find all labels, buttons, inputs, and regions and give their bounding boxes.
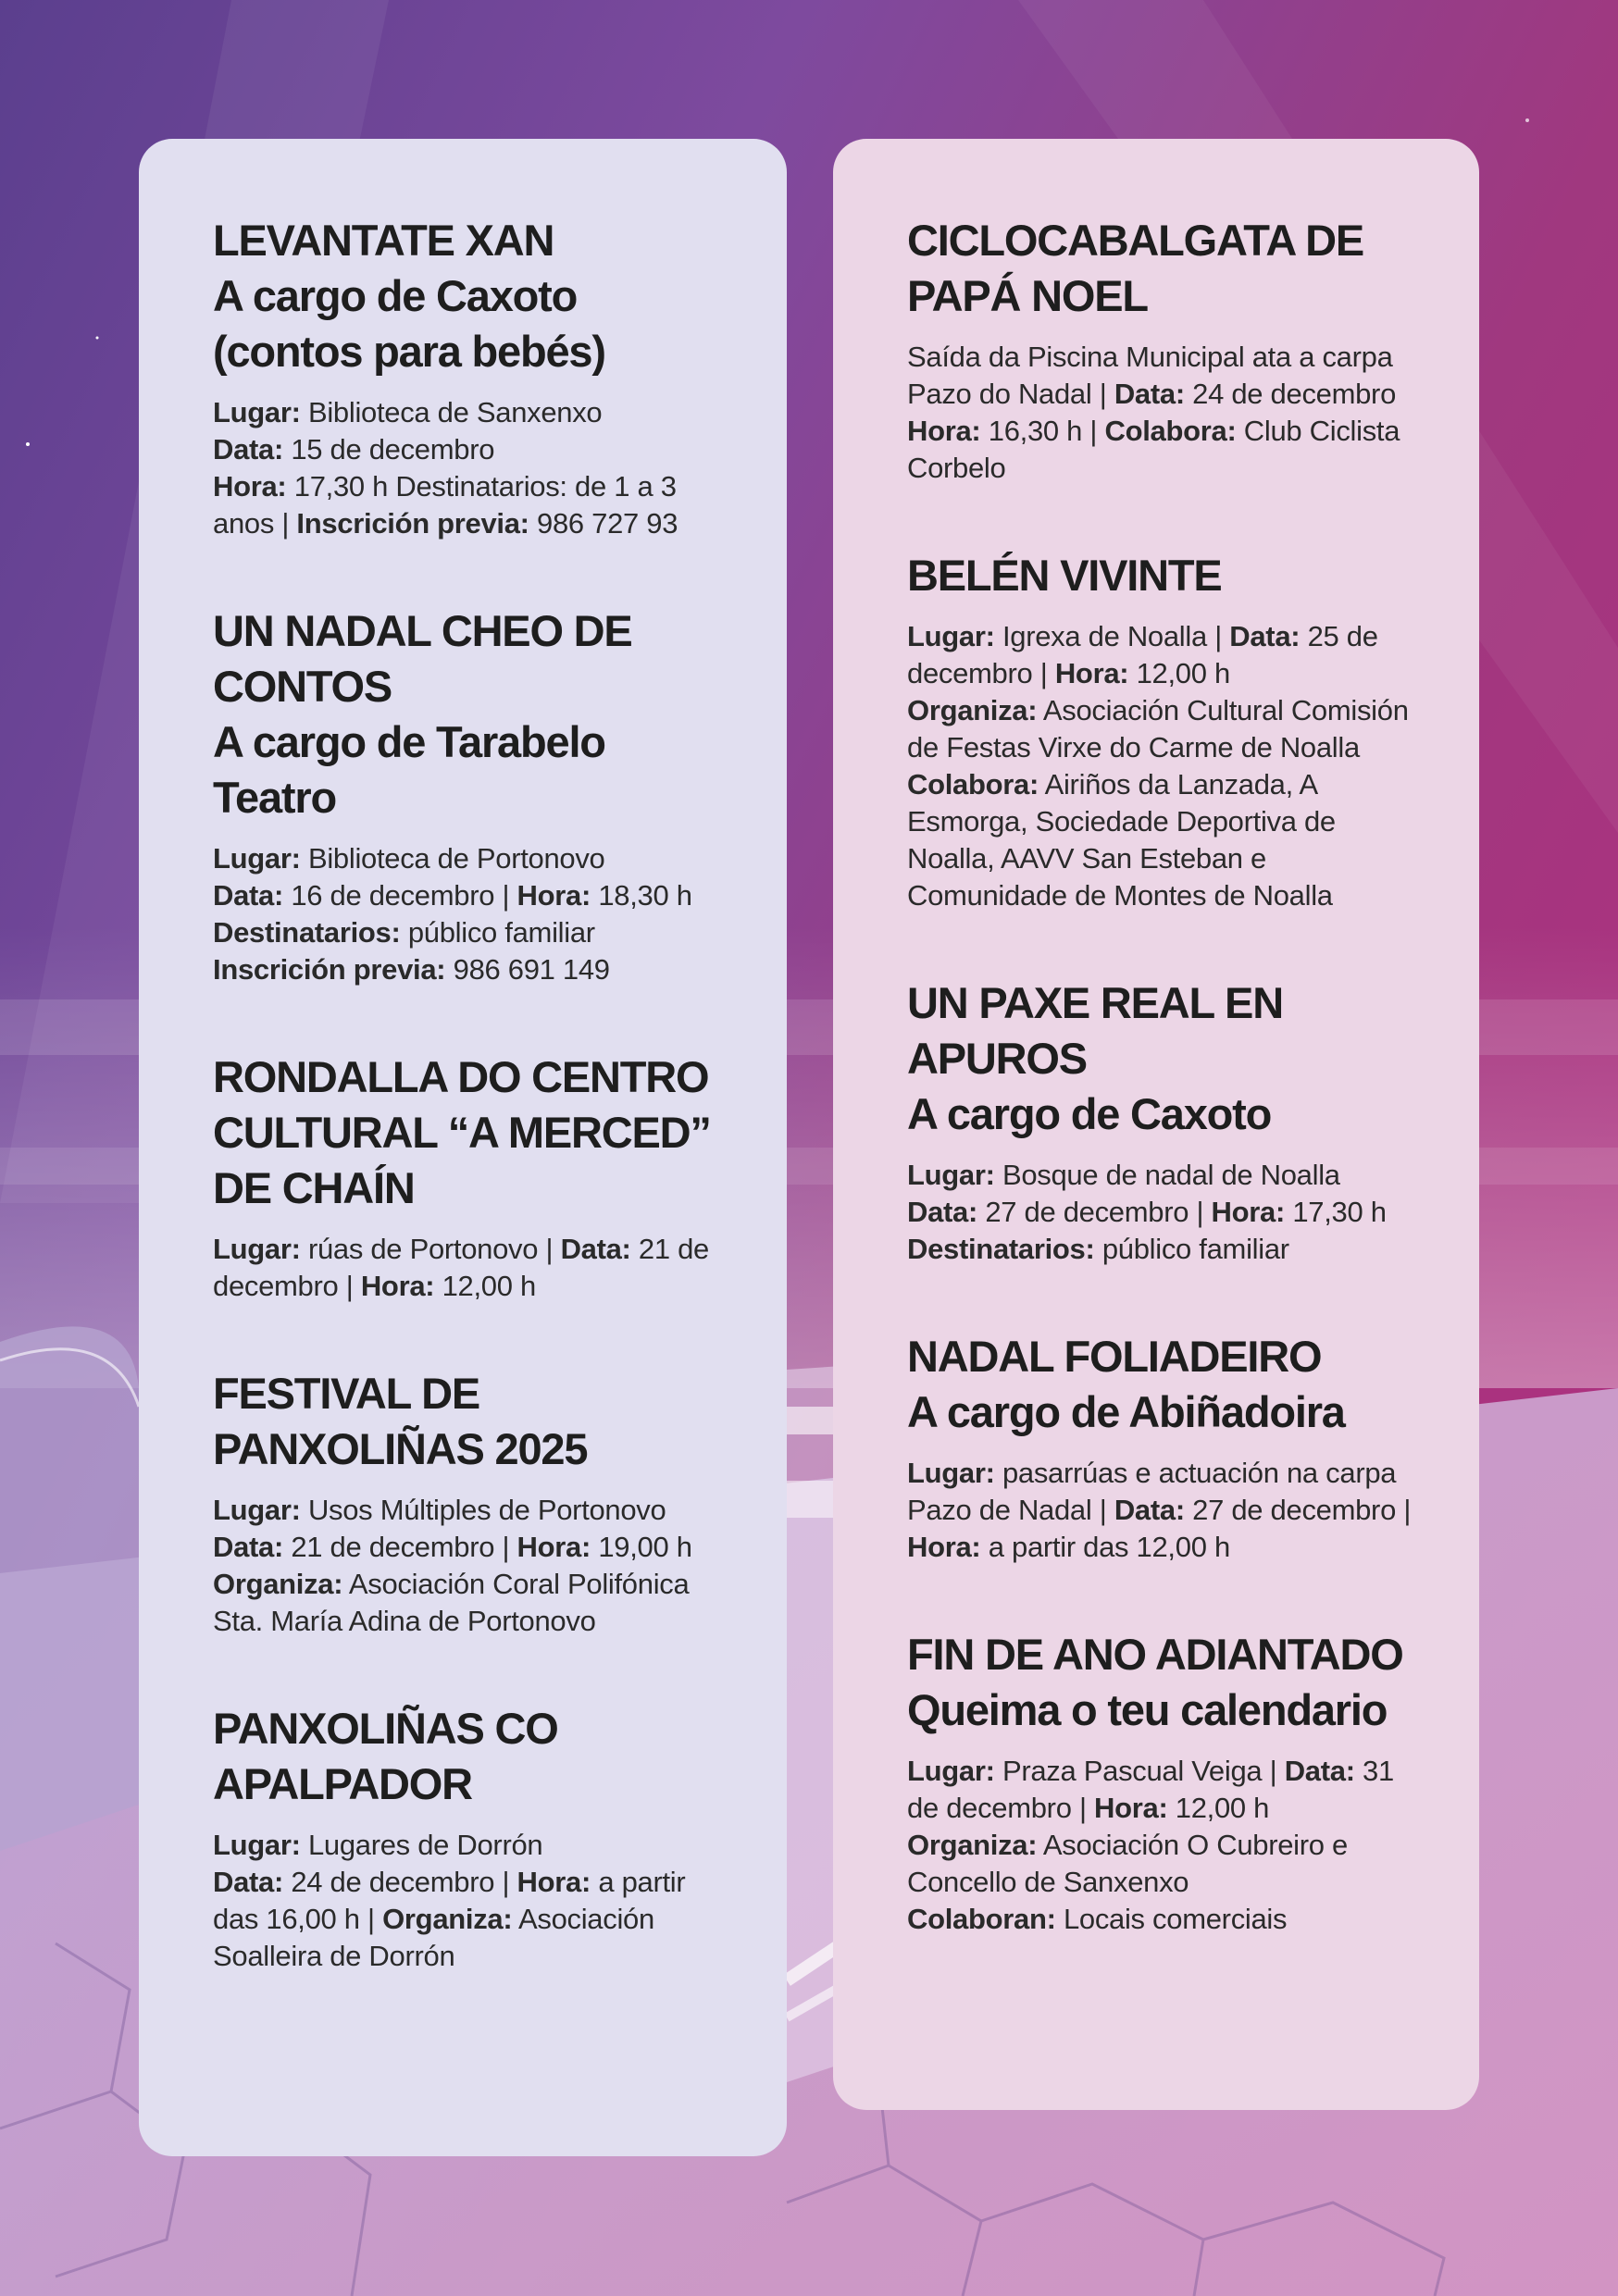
detail-value: Airiños da Lanzada, A Esmorga, Sociedade Deportiva de Noalla, AAVV San Esteban e Comunidade de Montes de Noalla	[907, 768, 1336, 912]
event-title: UN PAXE REAL EN APUROS	[907, 978, 1283, 1083]
detail-line	[213, 877, 731, 914]
detail-line	[213, 394, 731, 431]
detail-label: Lugar:	[907, 1755, 995, 1787]
detail-value: Biblioteca de Sanxenxo	[300, 396, 603, 428]
detail-value: 12,00 h	[1128, 657, 1230, 689]
detail-value: Praza Pascual Veiga |	[994, 1755, 1285, 1787]
detail-label: Organiza:	[213, 1568, 343, 1600]
detail-label: Lugar:	[907, 620, 995, 652]
detail-label: Lugar:	[213, 1494, 301, 1526]
event-title: LEVANTATE XAN	[213, 216, 554, 265]
detail-value: Asociación Cultural Comisión de Festas Virxe do Carme de Noalla	[907, 694, 1409, 763]
detail-value: 24 de decembro |	[283, 1866, 517, 1898]
event-details	[213, 394, 731, 542]
detail-line	[213, 468, 731, 542]
detail-label: Lugar:	[213, 1233, 301, 1265]
detail-line	[907, 1753, 1424, 1827]
event-details	[907, 1455, 1424, 1566]
detail-line	[907, 1157, 1424, 1194]
detail-label: Hora:	[1211, 1196, 1285, 1228]
detail-value: 986 727 93	[529, 507, 678, 540]
detail-label: Colabora:	[907, 768, 1039, 800]
detail-value: 18,30 h	[591, 879, 692, 912]
detail-line	[213, 431, 731, 468]
detail-value: 986 691 149	[445, 953, 610, 986]
event-details	[907, 339, 1424, 487]
event-item	[213, 603, 731, 988]
detail-line	[907, 766, 1424, 914]
event-title: NADAL FOLIADEIRO	[907, 1332, 1322, 1381]
detail-line	[907, 1827, 1424, 1901]
detail-label: Hora:	[907, 1531, 981, 1563]
detail-label: Data:	[1229, 620, 1301, 652]
event-item	[907, 1627, 1424, 1938]
event-item	[907, 213, 1424, 487]
detail-line	[213, 1827, 731, 1864]
events-card-left	[139, 139, 787, 2156]
detail-label: Lugar:	[907, 1159, 995, 1191]
detail-label: Inscrición previa:	[213, 953, 446, 986]
detail-value: 27 de decembro |	[977, 1196, 1212, 1228]
detail-value: Biblioteca de Portonovo	[300, 842, 605, 875]
event-title: PANXOLIÑAS CO APALPADOR	[213, 1704, 558, 1808]
detail-label: Organiza:	[907, 694, 1038, 726]
event-item	[213, 1366, 731, 1640]
event-item	[907, 975, 1424, 1268]
event-details	[213, 1492, 731, 1640]
event-details	[907, 1753, 1424, 1938]
detail-label: Organiza:	[907, 1829, 1038, 1861]
detail-line	[907, 1194, 1424, 1268]
event-item	[907, 548, 1424, 914]
detail-value: 17,30 h	[1285, 1196, 1387, 1228]
detail-label: Data:	[213, 1866, 284, 1898]
detail-line	[907, 618, 1424, 692]
detail-label: Hora:	[1054, 657, 1129, 689]
detail-value: 12,00 h	[1167, 1792, 1270, 1824]
detail-line	[213, 914, 731, 951]
detail-value: a partir das 16,00 h |	[213, 1866, 686, 1935]
detail-label: Data:	[213, 1531, 284, 1563]
detail-label: Data:	[560, 1233, 631, 1265]
event-details	[213, 1231, 731, 1305]
event-title: RONDALLA DO CENTRO CULTURAL “A MERCED” DE CHAÍN	[213, 1052, 711, 1212]
detail-line	[213, 1231, 731, 1305]
detail-label: Data:	[213, 433, 284, 465]
event-details	[907, 1157, 1424, 1268]
event-title: FIN DE ANO ADIANTADO	[907, 1630, 1403, 1679]
detail-label: Hora:	[1094, 1792, 1168, 1824]
detail-value: Asociación O Cubreiro e Concello de Sanxenxo	[907, 1829, 1348, 1898]
detail-label: Organiza:	[382, 1903, 513, 1935]
detail-label: Hora:	[360, 1270, 435, 1302]
detail-label: Colaboran:	[907, 1903, 1056, 1935]
detail-value: 16,30 h |	[980, 415, 1105, 447]
detail-value: Asociación Coral Polifónica Sta. María Adina de Portonovo	[213, 1568, 690, 1637]
detail-value: rúas de Portonovo |	[300, 1233, 561, 1265]
detail-value: público familiar	[1094, 1233, 1289, 1265]
events-card-right	[833, 139, 1479, 2110]
detail-line	[213, 1864, 731, 1975]
detail-label: Data:	[1114, 1494, 1185, 1526]
detail-label: Colabora:	[1104, 415, 1237, 447]
event-subtitle: A cargo de Tarabelo Teatro	[213, 717, 605, 822]
event-title: FESTIVAL DE PANXOLIÑAS 2025	[213, 1369, 588, 1473]
detail-line	[907, 339, 1424, 487]
detail-line	[213, 1566, 731, 1640]
detail-value: 21 de decembro |	[283, 1531, 517, 1563]
detail-label: Lugar:	[907, 1457, 995, 1489]
detail-value: 21 de decembro |	[213, 1233, 709, 1302]
detail-label: Inscrición previa:	[296, 507, 529, 540]
detail-value: 16 de decembro |	[283, 879, 517, 912]
detail-value: 31 de decembro |	[907, 1755, 1394, 1824]
detail-value: 12,00 h	[434, 1270, 536, 1302]
detail-value: Saída da Piscina Municipal ata a carpa Pazo do Nadal |	[907, 341, 1393, 410]
detail-value: 24 de decembro	[1184, 378, 1397, 410]
event-item	[213, 1701, 731, 1975]
detail-label: Hora:	[213, 470, 287, 503]
detail-label: Data:	[907, 1196, 978, 1228]
detail-value: Bosque de nadal de Noalla	[994, 1159, 1340, 1191]
event-item	[213, 213, 731, 542]
detail-value: Igrexa de Noalla |	[994, 620, 1230, 652]
detail-value: Locais comerciais	[1055, 1903, 1288, 1935]
detail-value: Usos Múltiples de Portonovo	[300, 1494, 666, 1526]
detail-value: Club Ciclista Corbelo	[907, 415, 1400, 484]
detail-label: Hora:	[517, 879, 591, 912]
detail-line	[907, 1455, 1424, 1566]
detail-value: 17,30 h Destinatarios: de 1 a 3 anos |	[213, 470, 677, 540]
detail-value: Lugares de Dorrón	[300, 1829, 543, 1861]
detail-line	[213, 840, 731, 877]
detail-value: público familiar	[400, 916, 595, 949]
event-subtitle: A cargo de Abiñadoira	[907, 1387, 1345, 1436]
detail-value: 27 de decembro |	[1184, 1494, 1412, 1526]
detail-value: pasarrúas e actuación na carpa Pazo de Nadal |	[907, 1457, 1397, 1526]
detail-label: Lugar:	[213, 842, 301, 875]
detail-label: Data:	[213, 879, 284, 912]
detail-label: Data:	[1284, 1755, 1355, 1787]
detail-line	[907, 692, 1424, 766]
detail-value: Asociación Soalleira de Dorrón	[213, 1903, 654, 1972]
detail-label: Lugar:	[213, 1829, 301, 1861]
event-item	[213, 1049, 731, 1305]
detail-line	[213, 1529, 731, 1566]
event-subtitle: A cargo de Caxoto (contos para bebés)	[213, 271, 605, 376]
detail-label: Destinatarios:	[907, 1233, 1095, 1265]
detail-line	[213, 1492, 731, 1529]
detail-line	[213, 951, 731, 988]
event-details	[907, 618, 1424, 914]
detail-line	[907, 1901, 1424, 1938]
event-details	[213, 840, 731, 988]
detail-label: Data:	[1114, 378, 1185, 410]
event-subtitle: A cargo de Caxoto	[907, 1089, 1272, 1138]
event-title: CICLOCABALGATA DE PAPÁ NOEL	[907, 216, 1364, 320]
detail-label: Lugar:	[213, 396, 301, 428]
detail-value: a partir das 12,00 h	[980, 1531, 1230, 1563]
detail-label: Hora:	[517, 1531, 591, 1563]
detail-value: 15 de decembro	[283, 433, 495, 465]
event-title: UN NADAL CHEO DE CONTOS	[213, 606, 632, 711]
detail-label: Hora:	[907, 415, 981, 447]
event-details	[213, 1827, 731, 1975]
event-item	[907, 1329, 1424, 1566]
detail-label: Hora:	[517, 1866, 591, 1898]
detail-value: 19,00 h	[591, 1531, 692, 1563]
event-subtitle: Queima o teu calendario	[907, 1685, 1388, 1734]
detail-label: Destinatarios:	[213, 916, 401, 949]
event-title: BELÉN VIVINTE	[907, 551, 1222, 600]
detail-value: 25 de decembro |	[907, 620, 1378, 689]
